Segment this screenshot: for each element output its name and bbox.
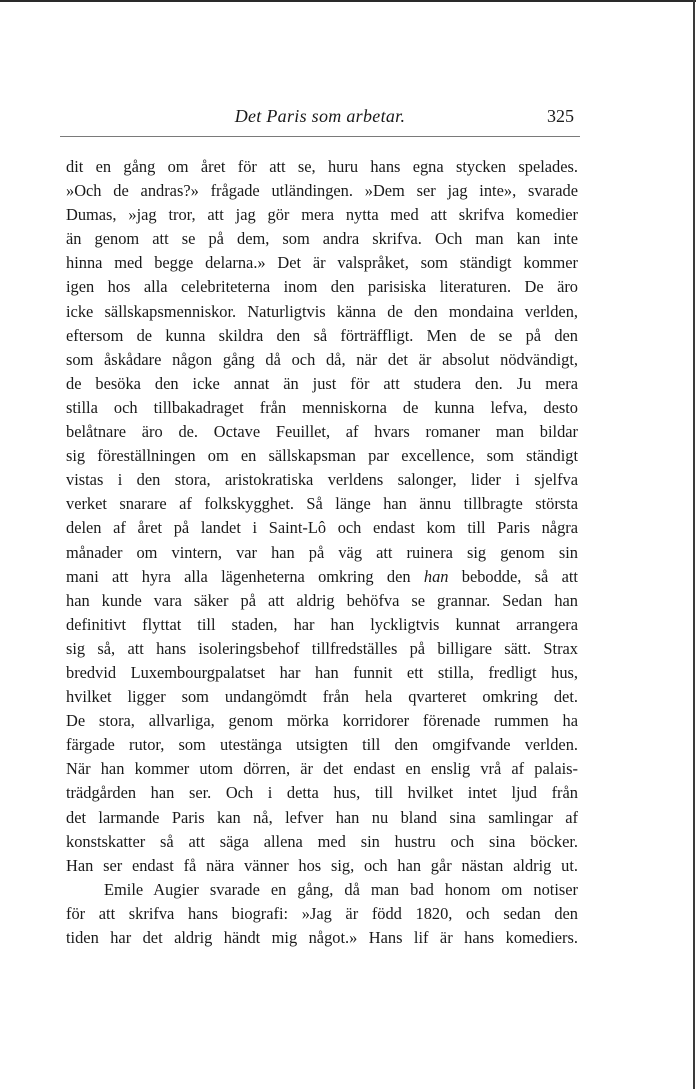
text-line: vistas i den stora, aristokratiska verldens salonger, lider i sjelfva bbox=[66, 470, 578, 490]
page-number: 325 bbox=[547, 106, 574, 126]
paragraph-2 bbox=[66, 878, 578, 950]
page-frame-right bbox=[693, 0, 695, 1089]
text-line: definitivt flyttat till staden, har han lyckligtvis kunnat arrangera bbox=[66, 614, 578, 634]
text-block bbox=[66, 155, 578, 950]
text-line: När han kommer utom dörren, är det endast en enslig vrå af palais- bbox=[66, 759, 578, 779]
text-line: delen af året på landet i Saint-Lô och endast kom till Paris några bbox=[66, 518, 578, 538]
text-line: trädgården han ser. Och i detta hus, till hvilket intet ljud från bbox=[66, 783, 578, 803]
text-line: det larmande Paris kan nå, lefver han nu bland sina samlingar af bbox=[66, 807, 578, 827]
text-line: icke sällskapsmenniskor. Naturligtvis känna de den mondaina verlden, bbox=[66, 301, 578, 321]
text-line: mani att hyra alla lägenheterna omkring den han bebodde, så att bbox=[66, 566, 578, 586]
text-line: Han ser endast få nära vänner hos sig, och han går nästan aldrig ut. bbox=[66, 855, 578, 875]
text-line: Emile Augier svarade en gång, då man bad honom om notiser bbox=[104, 879, 578, 899]
text-line: »Och de andras?» frågade utländingen. »Dem ser jag inte», svarade bbox=[66, 181, 578, 201]
text-line: konstskatter så att säga allena med sin hustru och sina böcker. bbox=[66, 831, 578, 851]
text-line: igen hos alla celebriteterna inom den parisiska literaturen. De äro bbox=[66, 277, 578, 297]
text-line: färgade rutor, som utestänga utsigten till den omgifvande verlden. bbox=[66, 735, 578, 755]
text-line: De stora, allvarliga, genom mörka korridorer förenade rummen ha bbox=[66, 711, 578, 731]
text-line: tiden har det aldrig händt mig något.» Hans lif är hans komediers. bbox=[66, 928, 578, 947]
text-line: eftersom de kunna skildra den så förträffligt. Men de se på den bbox=[66, 325, 578, 345]
running-title: Det Paris som arbetar. bbox=[234, 106, 406, 126]
page-frame-top bbox=[0, 0, 696, 2]
text-line: sig så, att hans isoleringsbehof tillfredställes på billigare sätt. Strax bbox=[66, 638, 578, 658]
text-line: sig föreställningen om en sällskapsman par excellence, som ständigt bbox=[66, 446, 578, 466]
text-line: som åskådare någon gång då och då, när det är absolut nödvändigt, bbox=[66, 349, 578, 369]
text-line: bredvid Luxembourgpalatset har han funnit ett stilla, fredligt hus, bbox=[66, 662, 578, 682]
text-line: Dumas, »jag tror, att jag gör mera nytta med att skrifva komedier bbox=[66, 205, 578, 225]
text-line: belåtnare äro de. Octave Feuillet, af hvars romaner man bildar bbox=[66, 422, 578, 442]
text-line: för att skrifva hans biografi: »Jag är född 1820, och sedan den bbox=[66, 903, 578, 923]
running-head bbox=[60, 106, 580, 132]
text-line: han kunde vara säker på att aldrig behöfva se grannar. Sedan han bbox=[66, 590, 578, 610]
text-line: stilla och tillbakadraget från menniskorna de kunna lefva, desto bbox=[66, 397, 578, 417]
paragraph-1 bbox=[66, 155, 578, 878]
text-line: de besöka den icke annat än just för att studera den. Ju mera bbox=[66, 373, 578, 393]
text-line: månader om vintern, var han på väg att ruinera sig genom sin bbox=[66, 542, 578, 562]
text-line: verket snarare af folkskygghet. Så länge han ännu tillbragte största bbox=[66, 494, 578, 514]
text-line: hvilket ligger som undangömdt från hela qvarteret omkring det. bbox=[66, 687, 578, 707]
text-line: hinna med begge delarna.» Det är valspråket, som ständigt kommer bbox=[66, 253, 578, 273]
text-line: än genom att se på dem, som andra skrifva. Och man kan inte bbox=[66, 229, 578, 249]
header-rule bbox=[60, 136, 580, 137]
emphasis-word: han bbox=[423, 566, 449, 586]
text-line: dit en gång om året för att se, huru hans egna stycken spelades. bbox=[66, 157, 578, 176]
